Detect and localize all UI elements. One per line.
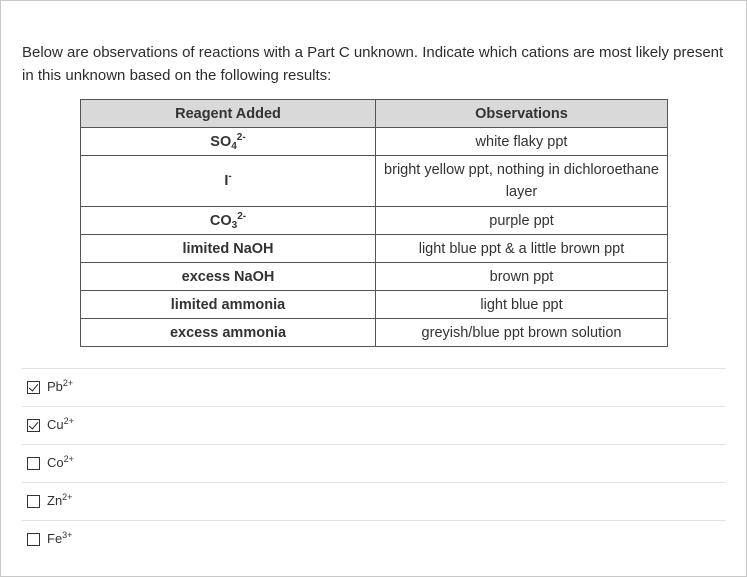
table-row	[81, 319, 668, 347]
observation-cell: light blue ppt	[376, 291, 668, 319]
cation-symbol: Cu	[47, 417, 64, 432]
checkbox-pb[interactable]	[27, 381, 40, 394]
column-header-reagent: Reagent Added	[81, 100, 376, 128]
checkbox-co[interactable]	[27, 457, 40, 470]
reagent-subscript: 4	[231, 140, 237, 152]
reagent-cell: limited NaOH	[81, 235, 376, 263]
checkbox-cu[interactable]	[27, 419, 40, 432]
reagent-subscript: 3	[231, 219, 238, 231]
option-pb[interactable]	[22, 368, 726, 406]
option-label-pb[interactable]	[47, 379, 73, 394]
option-label-cu[interactable]	[47, 417, 74, 432]
table-header-row	[81, 100, 668, 128]
table-row	[81, 291, 668, 319]
option-cu[interactable]	[22, 406, 726, 444]
observation-cell: brown ppt	[376, 263, 668, 291]
answer-options	[22, 368, 726, 558]
reagent-cell	[81, 156, 376, 207]
cation-charge: 2+	[62, 492, 73, 502]
table-row	[81, 263, 668, 291]
cation-charge: 3+	[62, 530, 73, 540]
cation-symbol: Zn	[47, 493, 63, 508]
option-zn[interactable]	[22, 482, 726, 520]
observation-cell: greyish/blue ppt brown solution	[376, 319, 668, 347]
cation-charge: 2+	[63, 454, 74, 464]
option-co[interactable]	[22, 444, 726, 482]
observation-cell: bright yellow ppt, nothing in dichloroethane layer	[376, 156, 668, 207]
option-label-zn[interactable]	[47, 493, 72, 508]
check-icon	[29, 419, 39, 429]
check-icon	[29, 381, 39, 391]
reagent-charge: -	[228, 171, 232, 182]
observation-cell: light blue ppt & a little brown ppt	[376, 235, 668, 263]
option-label-co[interactable]	[47, 455, 74, 470]
checkbox-zn[interactable]	[27, 495, 40, 508]
cation-symbol: Co	[47, 455, 64, 470]
checkbox-fe[interactable]	[27, 533, 40, 546]
reagent-cell: excess NaOH	[81, 263, 376, 291]
cation-symbol: Pb	[47, 379, 63, 394]
table-row	[81, 156, 668, 207]
observations-table	[80, 99, 668, 347]
reagent-cell	[81, 207, 376, 235]
reagent-cell: limited ammonia	[81, 291, 376, 319]
observation-cell: purple ppt	[376, 207, 668, 235]
reagent-formula: I	[224, 173, 229, 189]
reagent-charge: 2-	[237, 210, 247, 222]
cation-charge: 2+	[63, 416, 74, 426]
reagent-formula: CO	[209, 212, 232, 229]
reagent-formula: SO	[210, 133, 232, 150]
table-row	[81, 128, 668, 156]
option-fe[interactable]	[22, 520, 726, 558]
column-header-observations: Observations	[376, 100, 668, 128]
option-label-fe[interactable]	[47, 531, 72, 546]
reagent-charge: 2-	[236, 131, 246, 143]
table-row	[81, 235, 668, 263]
question-text: Below are observations of reactions with a Part C unknown. Indicate which cations are most likely present in this unknown based on the following results:	[22, 44, 724, 84]
observation-cell: white flaky ppt	[376, 128, 668, 156]
cation-charge: 2+	[62, 378, 74, 388]
cation-symbol: Fe	[47, 531, 63, 546]
reagent-cell: excess ammonia	[81, 319, 376, 347]
table-row	[81, 207, 668, 235]
reagent-cell	[81, 128, 376, 156]
